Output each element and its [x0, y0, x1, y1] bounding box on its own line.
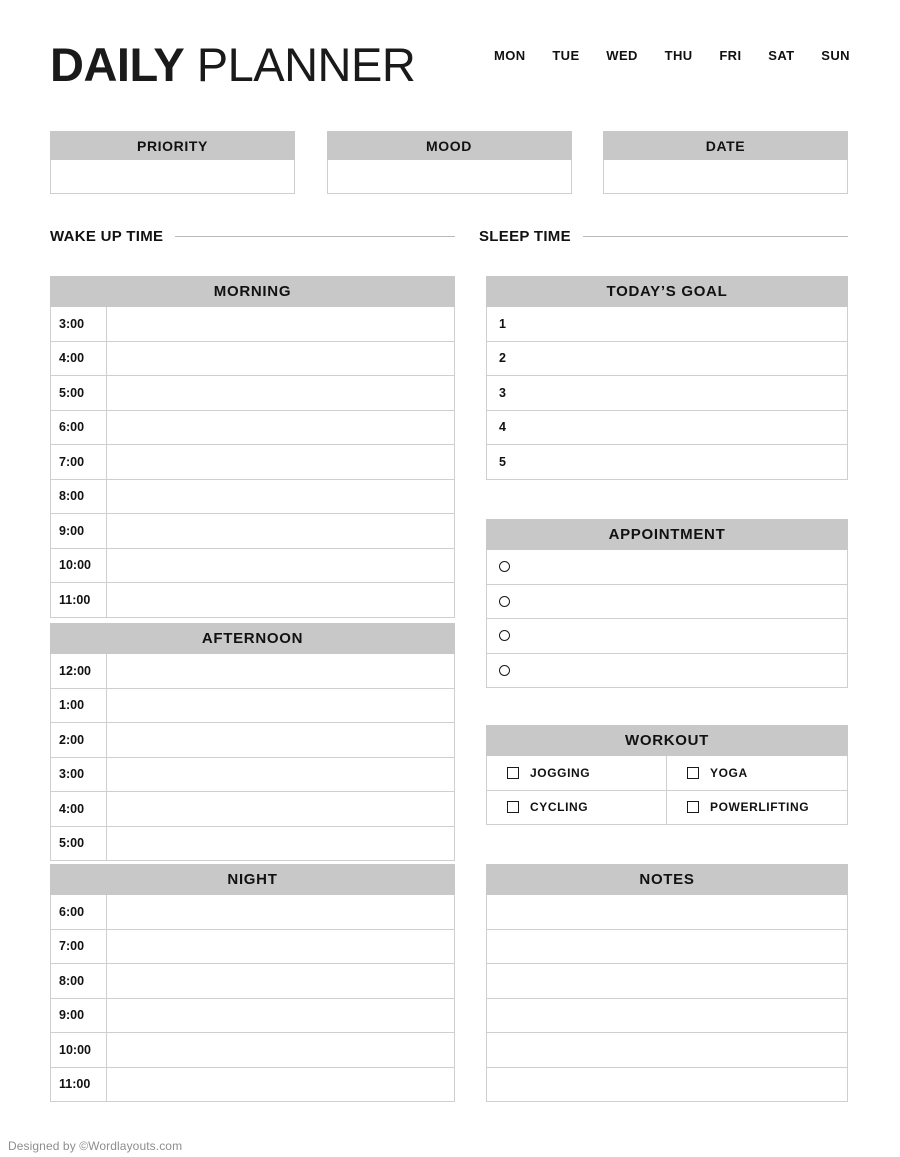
entry-cell[interactable]: [107, 723, 455, 758]
time-cell: 9:00: [50, 999, 107, 1034]
table-row[interactable]: [50, 895, 455, 930]
night-section: [50, 864, 455, 1102]
table-row[interactable]: [50, 514, 455, 549]
time-labels: [50, 228, 848, 250]
mood-box: [327, 131, 572, 194]
list-item[interactable]: 4: [486, 411, 848, 446]
appointment-section: [486, 519, 848, 688]
workout-label: CYCLING: [530, 800, 589, 815]
time-cell: 10:00: [50, 1033, 107, 1068]
entry-cell[interactable]: [107, 999, 455, 1034]
table-row[interactable]: [50, 689, 455, 724]
appointment-title: APPOINTMENT: [486, 519, 848, 550]
mood-label: MOOD: [327, 131, 572, 160]
list-item[interactable]: 5: [486, 445, 848, 480]
list-item[interactable]: 2: [486, 342, 848, 377]
wake-up-time-rule: [175, 236, 455, 237]
time-cell: 6:00: [50, 411, 107, 446]
entry-cell[interactable]: [107, 583, 455, 618]
time-cell: 2:00: [50, 723, 107, 758]
entry-cell[interactable]: [107, 1068, 455, 1103]
priority-label: PRIORITY: [50, 131, 295, 160]
time-cell: 8:00: [50, 964, 107, 999]
footer-credit: Designed by ©Wordlayouts.com: [8, 1139, 183, 1153]
time-cell: 8:00: [50, 480, 107, 515]
notes-title: NOTES: [486, 864, 848, 895]
table-row[interactable]: [50, 411, 455, 446]
list-item[interactable]: [486, 585, 848, 620]
top-boxes: [50, 131, 848, 194]
weekday-fri[interactable]: FRI: [719, 48, 742, 63]
table-row[interactable]: [50, 964, 455, 999]
entry-cell[interactable]: [107, 792, 455, 827]
list-item[interactable]: [486, 654, 848, 689]
sleep-time-label: SLEEP TIME: [479, 228, 571, 245]
time-cell: 4:00: [50, 792, 107, 827]
mood-input[interactable]: [327, 160, 572, 194]
list-item[interactable]: 3: [486, 376, 848, 411]
morning-section: [50, 276, 455, 618]
table-row[interactable]: [50, 583, 455, 618]
time-cell: 9:00: [50, 514, 107, 549]
page-title-light: PLANNER: [184, 38, 416, 91]
workout-option-powerlifting[interactable]: [667, 791, 848, 826]
table-row[interactable]: [50, 792, 455, 827]
weekday-mon[interactable]: MON: [494, 48, 526, 63]
entry-cell[interactable]: [107, 445, 455, 480]
weekday-wed[interactable]: WED: [606, 48, 638, 63]
entry-cell[interactable]: [107, 1033, 455, 1068]
date-box: [603, 131, 848, 194]
workout-section: [486, 725, 848, 825]
checkbox-square-icon[interactable]: [507, 767, 519, 779]
time-cell: 11:00: [50, 583, 107, 618]
weekday-selector: [494, 48, 850, 63]
time-cell: 12:00: [50, 654, 107, 689]
entry-cell[interactable]: [107, 307, 455, 342]
entry-cell[interactable]: [107, 376, 455, 411]
list-item[interactable]: 1: [486, 307, 848, 342]
table-row[interactable]: [50, 999, 455, 1034]
afternoon-title: AFTERNOON: [50, 623, 455, 654]
notes-line[interactable]: [486, 895, 848, 930]
time-cell: 6:00: [50, 895, 107, 930]
entry-cell[interactable]: [107, 827, 455, 862]
time-cell: 3:00: [50, 307, 107, 342]
time-cell: 11:00: [50, 1068, 107, 1103]
circle-icon: [499, 665, 510, 676]
weekday-sun[interactable]: SUN: [821, 48, 850, 63]
page-header: [50, 38, 850, 94]
morning-title: MORNING: [50, 276, 455, 307]
checkbox-square-icon[interactable]: [687, 767, 699, 779]
entry-cell[interactable]: [107, 342, 455, 377]
table-row[interactable]: [50, 654, 455, 689]
todays-goal-title: TODAY’S GOAL: [486, 276, 848, 307]
page-title-bold: DAILY: [50, 38, 185, 91]
date-input[interactable]: [603, 160, 848, 194]
table-row[interactable]: [50, 376, 455, 411]
table-row[interactable]: [50, 445, 455, 480]
page-title: [50, 38, 415, 92]
time-cell: 7:00: [50, 930, 107, 965]
table-row[interactable]: [50, 480, 455, 515]
weekday-sat[interactable]: SAT: [768, 48, 795, 63]
night-title: NIGHT: [50, 864, 455, 895]
notes-line[interactable]: [486, 1068, 848, 1103]
table-row[interactable]: [50, 1068, 455, 1103]
table-row[interactable]: [50, 342, 455, 377]
list-item[interactable]: [486, 550, 848, 585]
afternoon-section: [50, 623, 455, 861]
workout-label: JOGGING: [530, 765, 591, 780]
entry-cell[interactable]: [107, 964, 455, 999]
notes-line[interactable]: [486, 964, 848, 999]
time-cell: 3:00: [50, 758, 107, 793]
workout-option-yoga[interactable]: [667, 756, 848, 791]
table-row[interactable]: [50, 307, 455, 342]
notes-line[interactable]: [486, 1033, 848, 1068]
workout-label: POWERLIFTING: [710, 800, 810, 815]
wake-up-time-field[interactable]: [50, 228, 455, 245]
table-row[interactable]: [50, 827, 455, 862]
entry-cell[interactable]: [107, 758, 455, 793]
entry-cell[interactable]: [107, 514, 455, 549]
workout-option-jogging[interactable]: [486, 756, 667, 791]
workout-label: YOGA: [710, 765, 748, 780]
notes-line[interactable]: [486, 930, 848, 965]
time-cell: 5:00: [50, 827, 107, 862]
entry-cell[interactable]: [107, 689, 455, 724]
table-row[interactable]: [50, 549, 455, 584]
priority-input[interactable]: [50, 160, 295, 194]
checkbox-square-icon[interactable]: [507, 801, 519, 813]
weekday-thu[interactable]: THU: [664, 48, 693, 63]
time-cell: 4:00: [50, 342, 107, 377]
list-item[interactable]: [486, 619, 848, 654]
table-row[interactable]: [50, 930, 455, 965]
entry-cell[interactable]: [107, 930, 455, 965]
table-row: [486, 791, 848, 826]
entry-cell[interactable]: [107, 480, 455, 515]
time-cell: 7:00: [50, 445, 107, 480]
sleep-time-field[interactable]: [479, 228, 848, 245]
table-row: [486, 756, 848, 791]
circle-icon: [499, 596, 510, 607]
entry-cell[interactable]: [107, 895, 455, 930]
notes-line[interactable]: [486, 999, 848, 1034]
time-cell: 10:00: [50, 549, 107, 584]
weekday-tue[interactable]: TUE: [552, 48, 580, 63]
notes-section: [486, 864, 848, 1102]
table-row[interactable]: [50, 723, 455, 758]
entry-cell[interactable]: [107, 411, 455, 446]
workout-option-cycling[interactable]: [486, 791, 667, 826]
todays-goal-section: [486, 276, 848, 480]
table-row[interactable]: [50, 1033, 455, 1068]
checkbox-square-icon[interactable]: [687, 801, 699, 813]
workout-title: WORKOUT: [486, 725, 848, 756]
wake-up-time-label: WAKE UP TIME: [50, 228, 164, 245]
circle-icon: [499, 630, 510, 641]
entry-cell[interactable]: [107, 549, 455, 584]
time-cell: 5:00: [50, 376, 107, 411]
sleep-time-rule: [583, 236, 848, 237]
priority-box: [50, 131, 295, 194]
date-label: DATE: [603, 131, 848, 160]
table-row[interactable]: [50, 758, 455, 793]
entry-cell[interactable]: [107, 654, 455, 689]
circle-icon: [499, 561, 510, 572]
time-cell: 1:00: [50, 689, 107, 724]
